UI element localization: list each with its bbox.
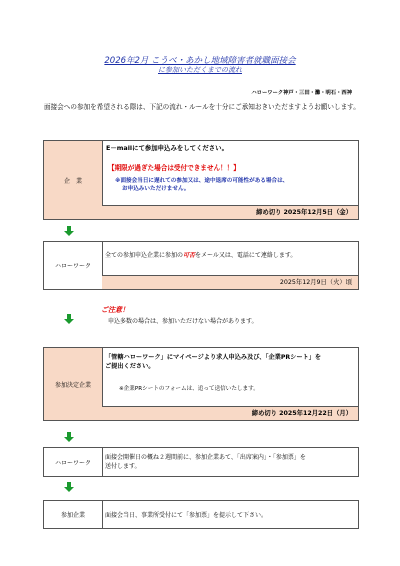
step-content: [102, 448, 358, 476]
late-note-line2: お申込みいただけません。: [122, 186, 190, 192]
offices-list: ハローワーク神戸・三田・灘・明石・西神: [251, 90, 352, 96]
notify-text: 全ての参加申込企業に参加の可否をメール又は、電話にて連絡します。: [105, 252, 297, 259]
step-hellowork-notify: [43, 241, 359, 290]
notify-date-bar: 2025年12月9日（火）頃: [102, 275, 358, 289]
document-subtitle: に参加いただくまでの流れ: [158, 66, 242, 74]
intro-text: 面接会への参加を希望される際は、下記の流れ・ルールを十分にご承知おきいただますようお願いします。: [44, 103, 360, 111]
step-company-apply: [43, 140, 359, 220]
apply-instruction: E－mailにて参加申込みをしてください。: [106, 144, 228, 152]
step-label: ハローワーク: [44, 448, 103, 476]
step-content: [102, 501, 358, 528]
submit-instruction-line2: ご提出ください。: [105, 363, 155, 370]
step-label: 参加企業: [44, 501, 103, 528]
pr-sheet-note: ※企業PRシートのフォームは、追って送信いたします。: [119, 386, 259, 392]
deadline-warning: 【期限が過ぎた場合は受付できません！！】: [108, 164, 240, 172]
step-content: [102, 348, 358, 420]
approval-highlight: 可否: [183, 252, 196, 259]
send-text-line2: 送付します。: [105, 463, 141, 470]
step-label: 参加決定企業: [44, 348, 103, 420]
step-content: [102, 141, 358, 219]
deadline-bar: 締め切り 2025年12月22日（月）: [102, 406, 358, 420]
send-text-line1: 面接会開催日の概ね２週間前に、参加企業あて、「出席案内」・「参加票」を: [105, 454, 306, 461]
step-content: [102, 242, 358, 289]
late-note-line1: ※面接会当日に遅れての参加又は、途中退席の可能性がある場合は、: [115, 178, 289, 184]
step-participant-attend: [43, 500, 359, 529]
step-hellowork-send: [43, 447, 359, 477]
caution-title: ご注意！: [101, 306, 129, 314]
caution-text: 申込多数の場合は、参加いただけない場合があります。: [108, 318, 258, 325]
step-participant-submit: [43, 347, 359, 421]
attend-text: 面接会当日、事業所受付にて「参加票」を提示して下さい。: [105, 512, 268, 519]
submit-instruction-line1: 「管轄ハローワーク」にマイページより求人申込み及び、「企業PRシート」を: [105, 354, 322, 361]
document-title: 2026年2月 こうべ・あかし地域障害者就職面接会: [104, 56, 296, 66]
step-label: 企 業: [44, 141, 103, 219]
step-label: ハローワーク: [44, 242, 103, 289]
deadline-bar: 締め切り 2025年12月5日（金）: [102, 205, 358, 219]
